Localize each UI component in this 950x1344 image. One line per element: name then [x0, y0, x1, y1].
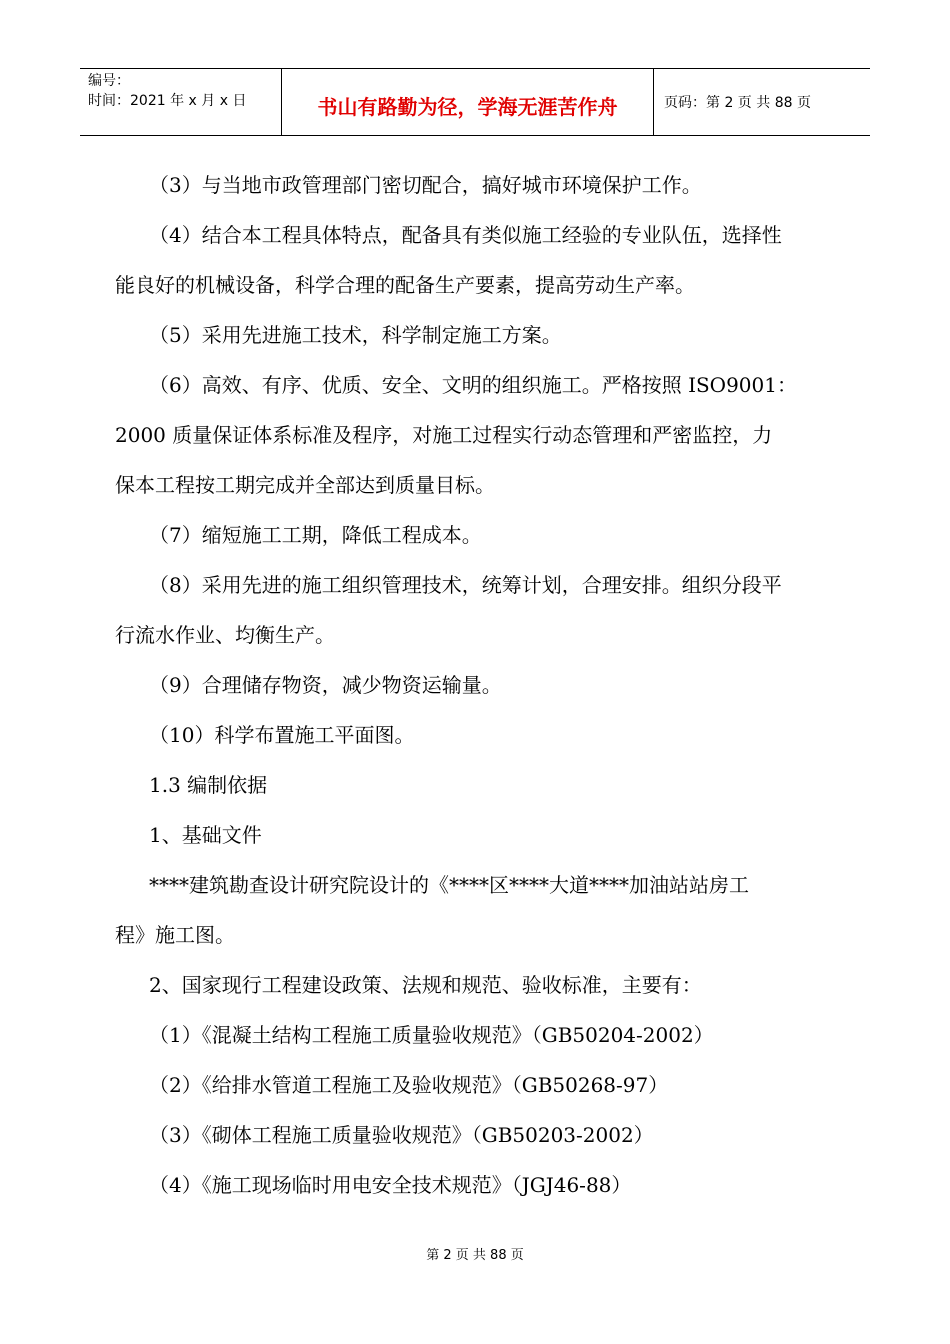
- section-heading: 1.3 编制依据: [149, 773, 268, 797]
- header-page-info: 页码：第 2 页 共 88 页: [664, 95, 811, 111]
- subsection-heading: 2、国家现行工程建设政策、法规和规范、验收标准，主要有：: [149, 973, 702, 997]
- paragraph-line: ****建筑勘查设计研究院设计的《****区****大道****加油站站房工: [149, 873, 749, 897]
- header-meta: [80, 69, 282, 135]
- list-item: （4）《施工现场临时用电安全技术规范》（JGJ46-88）: [149, 1173, 632, 1197]
- paragraph-line: （10）科学布置施工平面图。: [149, 723, 415, 747]
- page-footer: 第 2 页 共 88 页: [426, 1248, 524, 1263]
- document-time: 时间：2021 年 x 月 x 日: [88, 93, 247, 109]
- paragraph-line: 2000 质量保证体系标准及程序，对施工过程实行动态管理和严密监控，力: [115, 423, 773, 447]
- paragraph-line: 程》施工图。: [115, 923, 235, 947]
- subsection-heading: 1、基础文件: [149, 823, 262, 847]
- paragraph-line: （6）高效、有序、优质、安全、文明的组织施工。严格按照 ISO9001：: [149, 373, 797, 397]
- paragraph-line: （5）采用先进施工技术，科学制定施工方案。: [149, 323, 562, 347]
- paragraph-line: （4）结合本工程具体特点，配备具有类似施工经验的专业队伍，选择性: [149, 223, 782, 247]
- list-item: （2）《给排水管道工程施工及验收规范》（GB50268-97）: [149, 1073, 669, 1097]
- document-number-label: 编号：: [88, 73, 130, 89]
- page-header: [80, 68, 870, 136]
- paragraph-line: （7）缩短施工工期，降低工程成本。: [149, 523, 482, 547]
- paragraph-line: 能良好的机械设备，科学合理的配备生产要素，提高劳动生产率。: [115, 273, 695, 297]
- paragraph-line: （9）合理储存物资，减少物资运输量。: [149, 673, 502, 697]
- document-body: [115, 160, 865, 1210]
- paragraph-line: 保本工程按工期完成并全部达到质量目标。: [115, 473, 495, 497]
- paragraph-line: 行流水作业、均衡生产。: [115, 623, 335, 647]
- list-item: （3）《砌体工程施工质量验收规范》（GB50203-2002）: [149, 1123, 654, 1147]
- list-item: （1）《混凝土结构工程施工质量验收规范》（GB50204-2002）: [149, 1023, 714, 1047]
- paragraph-line: （8）采用先进的施工组织管理技术，统筹计划，合理安排。组织分段平: [149, 573, 782, 597]
- paragraph-line: （3）与当地市政管理部门密切配合，搞好城市环境保护工作。: [149, 173, 702, 197]
- header-motto: 书山有路勤为径，学海无涯苦作舟: [282, 69, 654, 135]
